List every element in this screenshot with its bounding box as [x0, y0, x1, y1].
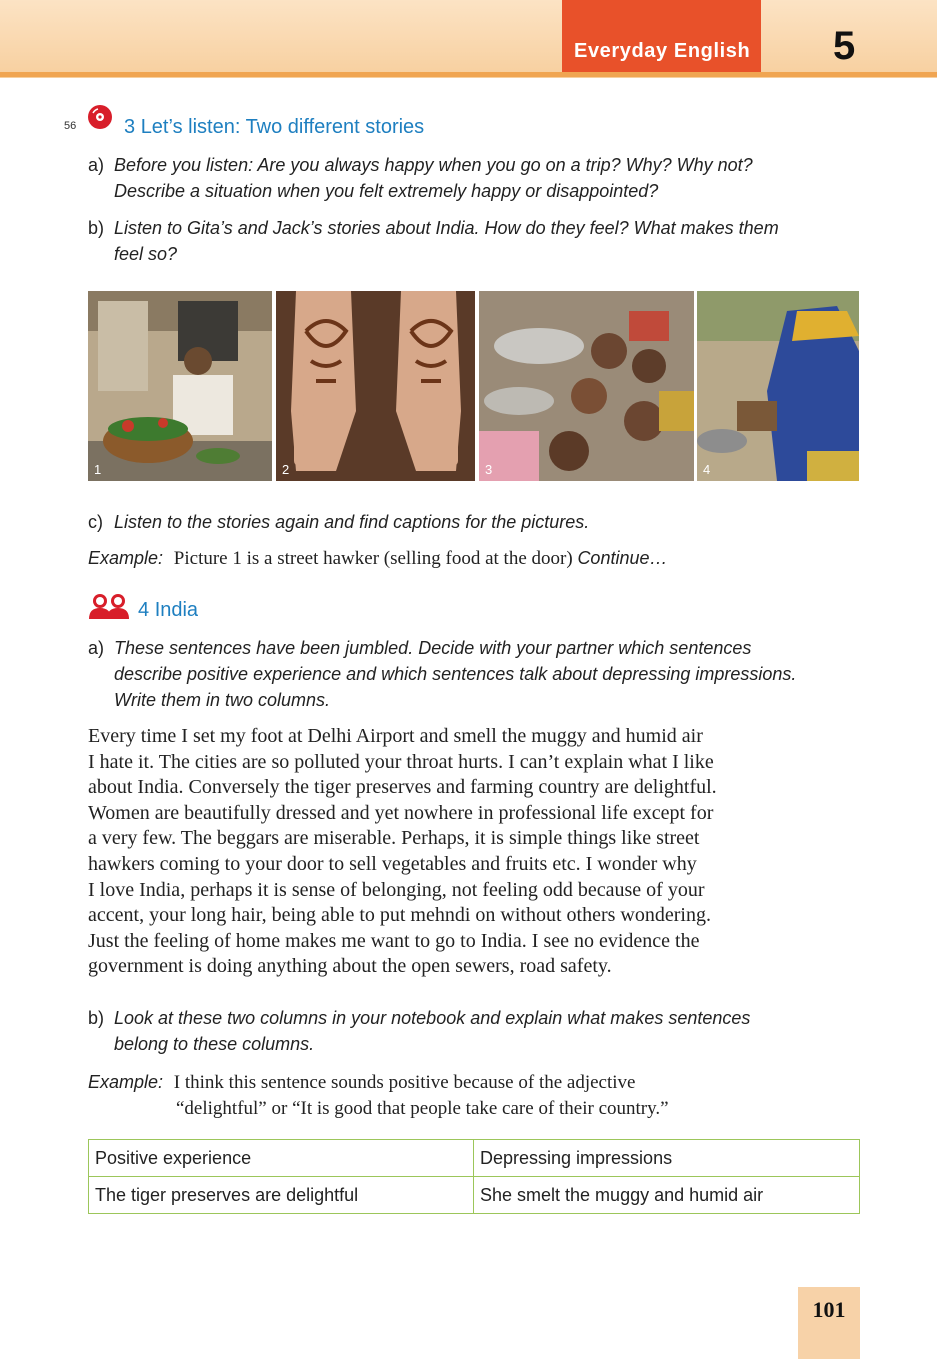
- paragraph-line: Women are beautifully dressed and yet nowhere in professional life except for: [88, 801, 714, 824]
- photo-number: 2: [282, 462, 290, 477]
- sentence-columns-table: [88, 1139, 860, 1214]
- task-3a: [88, 152, 753, 204]
- unit-title: Everyday English: [574, 40, 751, 62]
- section-4-title: India: [154, 599, 199, 621]
- header-bar: [0, 0, 937, 78]
- header-divider: [0, 72, 937, 77]
- task-text-line: These sentences have been jumbled. Decide with your partner which sentences: [114, 638, 752, 658]
- pair-work-icon: [88, 592, 132, 620]
- table-cell: The tiger preserves are delightful: [89, 1177, 474, 1214]
- woman-cooking-photo-icon: [697, 291, 859, 481]
- photo-strip: [88, 291, 859, 481]
- page-number: 101: [812, 1297, 846, 1322]
- column-header-depressing: Depressing impressions: [474, 1140, 860, 1177]
- audio-cd-icon: [87, 104, 113, 130]
- column-header-positive: Positive experience: [89, 1140, 474, 1177]
- audio-track-number: 56: [64, 120, 77, 132]
- section-4-heading: [138, 599, 198, 622]
- paragraph-line: I hate it. The cities are so polluted your throat hurts. I can’t explain what I like: [88, 750, 714, 773]
- paragraph-line: Just the feeling of home makes me want to go to India. I see no evidence the: [88, 929, 700, 952]
- task-text-line: Look at these two columns in your notebook and explain what makes sentences: [114, 1008, 751, 1028]
- task-label: a): [88, 155, 105, 175]
- table-row: [89, 1177, 860, 1214]
- example-4b: [88, 1069, 669, 1122]
- photo-street-hawker: [88, 291, 272, 481]
- section-3-number: 3: [124, 116, 136, 138]
- photo-henna-hands: [276, 291, 475, 481]
- example-text-line: “delightful” or “It is good that people take care of their country.”: [176, 1098, 669, 1119]
- task-label: a): [88, 638, 105, 658]
- task-text-line: belong to these columns.: [114, 1034, 315, 1054]
- henna-hands-photo-icon: [276, 291, 475, 481]
- paragraph-line: Every time I set my foot at Delhi Airport and smell the muggy and humid air: [88, 725, 703, 747]
- paragraph-line: about India. Conversely the tiger preserves and farming country are delightful.: [88, 776, 717, 799]
- task-text-line: Listen to Gita’s and Jack’s stories about India. How do they feel? What makes them: [114, 218, 779, 238]
- example-3c: [88, 548, 668, 570]
- paragraph-line: a very few. The beggars are miserable. Perhaps, it is simple things like street: [88, 827, 700, 850]
- section-3-heading: [124, 116, 424, 139]
- paragraph-line: hawkers coming to your door to sell vegetables and fruits etc. I wonder why: [88, 852, 697, 875]
- task-4a: [88, 635, 796, 713]
- street-hawker-photo-icon: [88, 291, 272, 481]
- task-text-line: Listen to the stories again and find captions for the pictures.: [114, 512, 590, 532]
- paragraph-line: accent, your long hair, being able to put mehndi on without others wondering.: [88, 904, 711, 927]
- task-text-line: Describe a situation when you felt extremely happy or disappointed?: [114, 181, 659, 201]
- example-text-line: I think this sentence sounds positive because of the adjective: [173, 1072, 636, 1093]
- task-text-line: describe positive experience and which sentences talk about depressing impressions.: [114, 664, 797, 684]
- table-cell: She smelt the muggy and humid air: [474, 1177, 860, 1214]
- paragraph-line: government is doing anything about the open sewers, road safety.: [88, 955, 612, 978]
- chapter-number: 5: [833, 24, 856, 68]
- example-label: Example:: [88, 1072, 164, 1092]
- task-text-line: Write them in two columns.: [114, 690, 331, 710]
- children-with-bowls-photo-icon: [479, 291, 694, 481]
- task-3b: [88, 215, 779, 267]
- photo-number: 1: [94, 462, 102, 477]
- paragraph-line: I love India, perhaps it is sense of belonging, not feeling odd because of your: [88, 878, 705, 901]
- photo-number: 3: [485, 462, 493, 477]
- photo-number: 4: [703, 462, 711, 477]
- table-header-row: [89, 1140, 860, 1177]
- section-3-title: Let’s listen: Two different stories: [140, 116, 425, 138]
- task-label: b): [88, 1008, 105, 1028]
- task-3c: [88, 509, 589, 535]
- photo-woman-cooking: [697, 291, 859, 481]
- photo-children-bowls: [479, 291, 694, 481]
- jumbled-sentences-paragraph: [88, 724, 858, 980]
- example-text: Picture 1 is a street hawker (selling food at the door): [173, 548, 573, 569]
- example-continue: Continue…: [577, 548, 668, 568]
- task-text-line: feel so?: [114, 244, 178, 264]
- task-label: c): [88, 512, 103, 532]
- section-4-number: 4: [138, 599, 150, 621]
- example-label: Example:: [88, 548, 164, 568]
- task-label: b): [88, 218, 105, 238]
- task-text-line: Before you listen: Are you always happy when you go on a trip? Why? Why not?: [114, 155, 753, 175]
- task-4b: [88, 1005, 750, 1057]
